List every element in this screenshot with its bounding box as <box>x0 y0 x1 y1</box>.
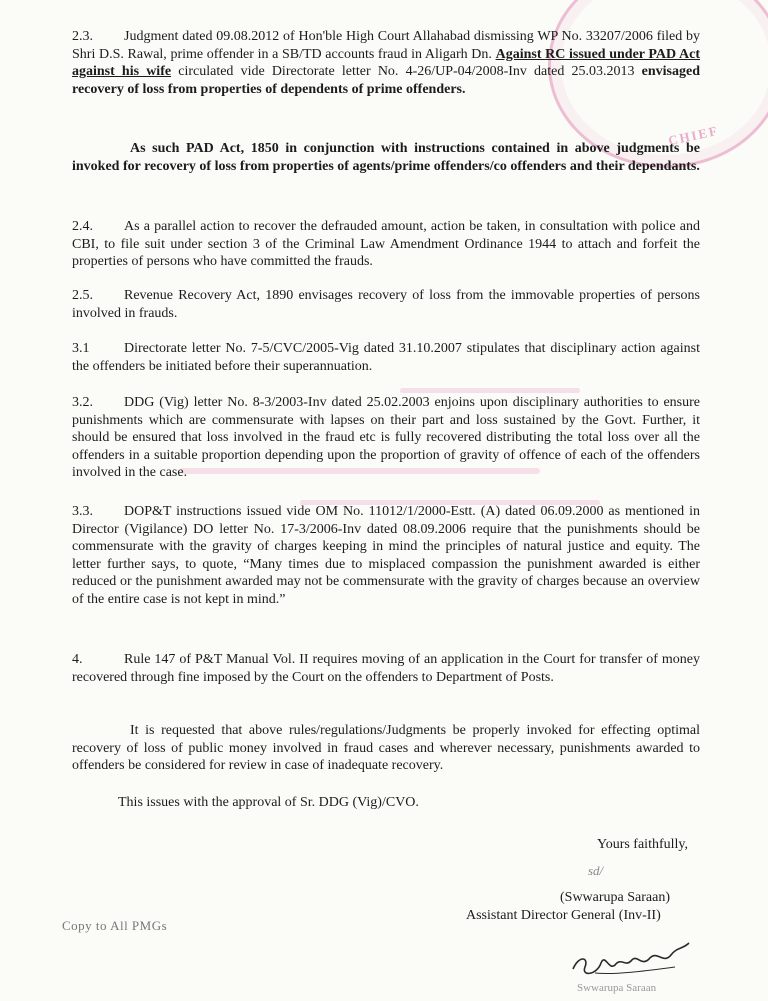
paragraph-text: Judgment dated 09.08.2012 of Hon'ble High Court Allahabad dismissing WP No. 33207/2006 filed by Shri D.S. Rawal, prime offender in a SB/TD accounts fraud in Aligarh Dn. <box>72 29 700 62</box>
paragraph-2-5 <box>72 287 700 322</box>
paragraph-text: It is requested that above rules/regulations/Judgments be properly invoked for effecting optimal recovery of loss of public money involved in fraud cases and wherever necessary, punishments awarded to offenders be considered for review in case of inadequate recovery. <box>72 723 700 773</box>
paragraph-text: Directorate letter No. 7-5/CVC/2005-Vig dated 31.10.2007 stipulates that disciplinary action against the offenders be initiated before their superannuation. <box>72 341 700 374</box>
handwritten-signature <box>565 937 695 987</box>
signer-designation: Assistant Director General (Inv-II) <box>466 908 661 923</box>
ink-smudge <box>400 388 580 393</box>
closing-salutation: Yours faithfully, <box>596 837 688 852</box>
paragraph-text: circulated vide Directorate letter No. 4-26/UP-04/2008-Inv dated 25.03.2013 <box>178 64 635 79</box>
bold-text: envisaged recovery of loss from properties of dependents of prime offenders. <box>72 64 701 97</box>
paragraph-text: DDG (Vig) letter No. 8-3/2003-Inv dated 25.02.2003 enjoins upon disciplinary authorities to ensure punishments which are commensurate with lapses on their part and loss sustained by the Govt. Further, it should be ensured that loss involved in the fraud etc is fully recovered distributing the total loss over all the offenders in a suitable proportion depending upon the proportion of gravity of offence of each of the offenders involved in the case. <box>72 395 700 480</box>
paragraph-as-such <box>72 140 700 175</box>
paragraph-number: 3.3. <box>72 504 93 519</box>
paragraph-4 <box>72 651 700 686</box>
sd-mark: sd/ <box>588 863 604 878</box>
paragraph-2-4 <box>72 218 700 271</box>
paragraph-text: DOP&T instructions issued vide OM No. 11012/1/2000-Estt. (A) dated 06.09.2000 as mentioned in Director (Vigilance) DO letter No. 17-3/2006-Inv dated 08.09.2006 require that the punishments should be commensurate with the gravity of charges keeping in mind the principles of natural justice and equity. The letter further says, to quote, “Many times due to misplaced compassion the punishment awarded is either reduced or the punishment awarded may not be commensurate with the gravity of charges because an overview of the entire case is not kept in mind.” <box>72 504 700 607</box>
paragraph-2-3 <box>72 28 700 98</box>
paragraph-number: 2.3. <box>72 29 93 44</box>
underlined-text: Against RC issued under PAD Act against his wife <box>72 46 701 79</box>
paragraph-text: As a parallel action to recover the defrauded amount, action be taken, in consultation with police and CBI, to file suit under section 3 of the Criminal Law Amendment Ordinance 1944 to attach and forfeit the properties of persons who have committed the frauds. <box>72 219 700 269</box>
paragraph-number: 2.5. <box>72 288 93 303</box>
paragraph-number: 4. <box>72 652 83 667</box>
stamp-text: CHIEF <box>666 122 721 149</box>
paragraph-text: This issues with the approval of Sr. DDG (Vig)/CVO. <box>118 795 419 810</box>
paragraph-text: As such PAD Act, 1850 in conjunction with instructions contained in above judgments be invoked for recovery of loss from properties of agents/prime offenders/co offenders and their dependants. <box>72 141 700 174</box>
paragraph-text: Revenue Recovery Act, 1890 envisages recovery of loss from the immovable properties of persons involved in frauds. <box>72 288 700 321</box>
paragraph-number: 2.4. <box>72 219 93 234</box>
paragraph-number: 3.1 <box>72 341 90 356</box>
paragraph-3-1 <box>72 340 700 375</box>
paragraph-request <box>72 722 700 775</box>
signer-name: (Swwarupa Saraan) <box>560 890 671 905</box>
signature-scribble <box>565 937 695 982</box>
copy-to-line: Copy to All PMGs <box>62 918 168 933</box>
paragraph-text: Rule 147 of P&T Manual Vol. II requires moving of an application in the Court for transfer of money recovered through fine imposed by the Court on the offenders to Department of Posts. <box>72 652 700 685</box>
signature-printed-name: Swwarupa Saraan <box>577 982 657 994</box>
paragraph-3-3 <box>72 503 700 608</box>
paragraph-approval <box>72 794 700 812</box>
paragraph-number: 3.2. <box>72 395 93 410</box>
paragraph-3-2 <box>72 394 700 482</box>
